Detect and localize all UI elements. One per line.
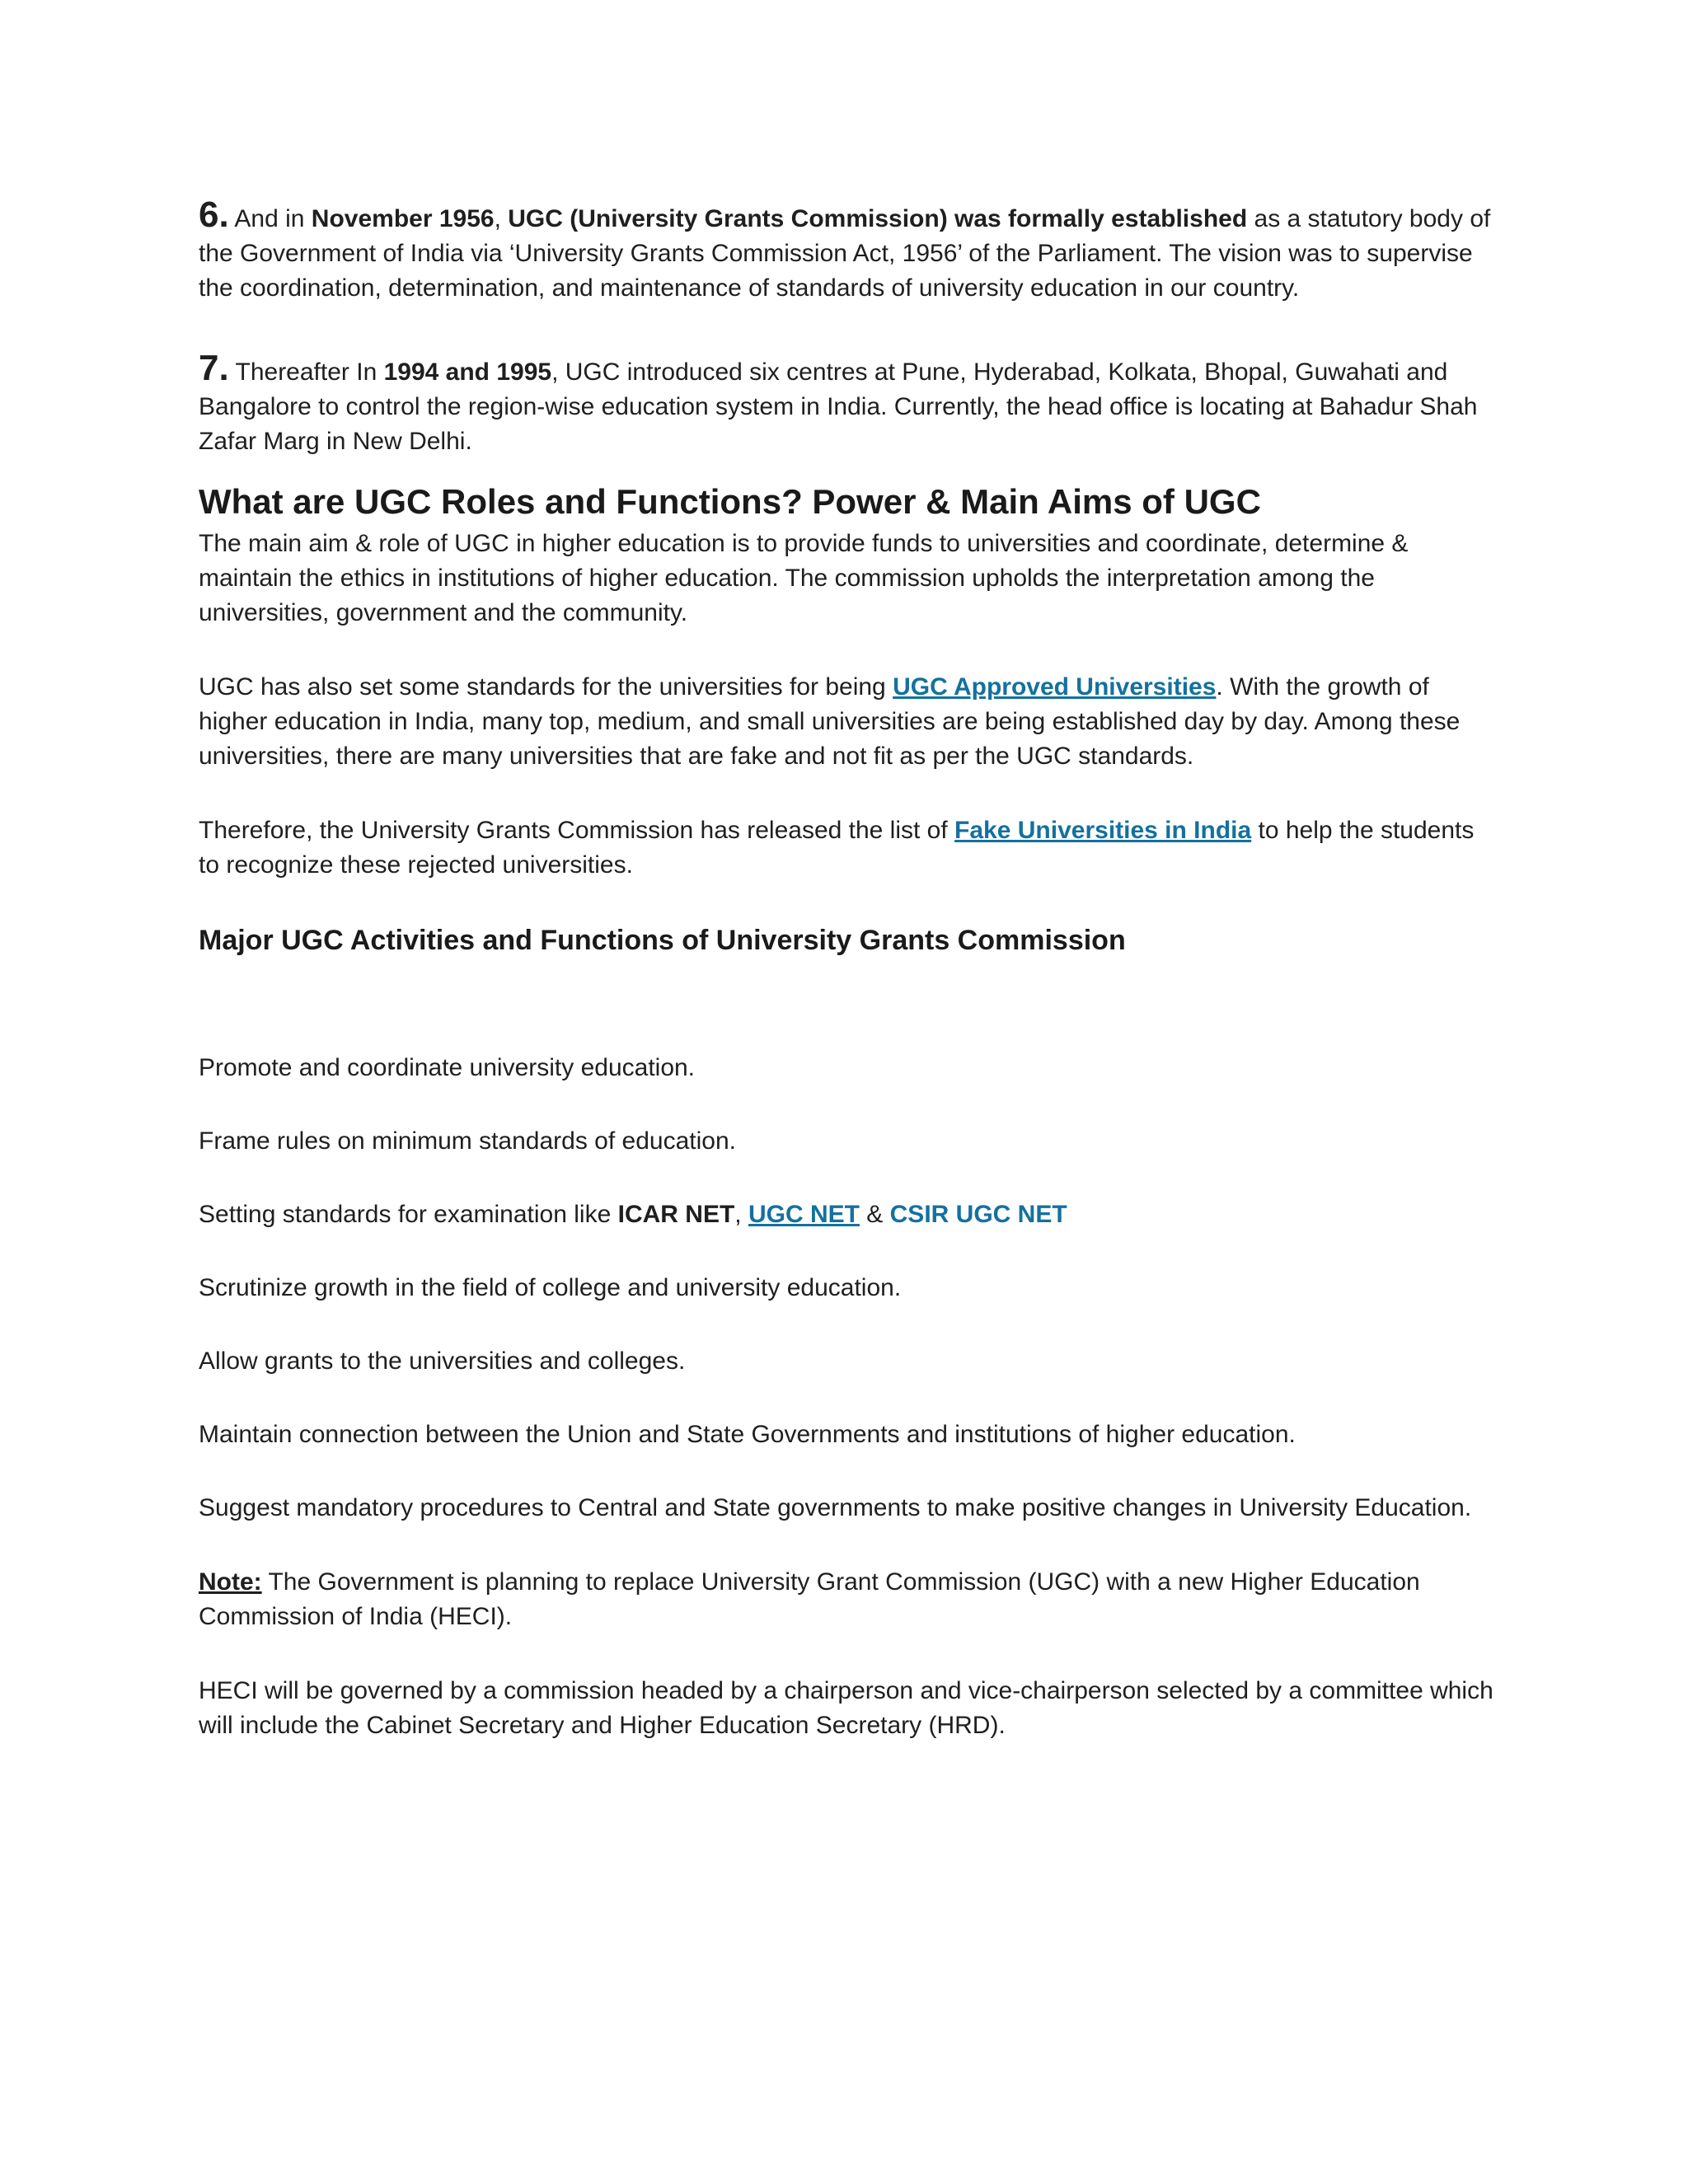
text-run: & [859,1201,890,1228]
bold-years: 1994 and 1995 [383,359,552,386]
text-run: UGC has also set some standards for the universities for being [199,673,893,701]
text-run: Setting standards for examination like [199,1201,618,1228]
ugc-net-link[interactable]: UGC NET [748,1201,860,1228]
text-run: , UGC introduced six centres at Pune, Hyderabad, Kolkata, Bhopal, Guwahati and Bangalore to control the region-wise education system in India. Currently, the head office is locating at Bahadur Shah Zafar Marg in New Delhi. [199,359,1478,455]
bold-exam: ICAR NET [617,1201,735,1228]
section-heading: What are UGC Roles and Functions? Power & Main Aims of UGC [199,482,1261,521]
note-label: Note: [199,1568,262,1596]
bold-date: November 1956 [311,205,495,232]
text-run: as a statutory body of the Government of India via ‘University Grants Commission Act, 1956’ of the Parliament. The vision was to supervise the coordination, determination, and maintenance of standards of university education in our country. [199,205,1491,302]
activity-item: Suggest mandatory procedures to Central and State governments to make positive changes in University Education. [199,1494,1472,1521]
bold-phrase: UGC (University Grants Commission) was formally established [508,205,1248,232]
subsection-heading: Major UGC Activities and Functions of University Grants Commission [199,925,1126,956]
activity-item: Frame rules on minimum standards of education. [199,1127,736,1155]
fake-universities-link[interactable]: Fake Universities in India [954,817,1252,844]
text-run: Thereafter In [228,359,384,386]
text-run: And in [228,205,312,232]
main-aim-paragraph: The main aim & role of UGC in higher education is to provide funds to universities and coordinate, determine & maintain the ethics in institutions of higher education. The commission upholds the interpretation among the universities, government and the community. [199,530,1409,626]
text-run: , [494,205,509,232]
text-run: , [734,1201,748,1228]
point-number: 6. [199,194,229,235]
activity-item: Promote and coordinate university education. [199,1054,696,1081]
heci-paragraph: HECI will be governed by a commission headed by a chairperson and vice-chairperson selected by a committee which will include the Cabinet Secretary and Higher Education Secretary (HRD). [199,1677,1493,1739]
activity-item [199,1197,1501,1232]
point-number: 7. [199,348,229,388]
activity-item: Allow grants to the universities and colleges. [199,1347,686,1375]
text-run: Therefore, the University Grants Commission has released the list of [199,817,955,844]
point-7-paragraph [199,348,1501,459]
document-page [199,194,1501,1743]
ugc-approved-universities-link[interactable]: UGC Approved Universities [893,673,1217,701]
text-run: The Government is planning to replace University Grant Commission (UGC) with a new Higher Education Commission of India (HECI). [199,1568,1420,1630]
note-paragraph [199,1565,1501,1634]
text-run: . With the growth of higher education in India, many top, medium, and small universities are being established day by day. Among these universities, there are many universities that are fake and not fit as per the UGC standards. [199,673,1461,770]
csir-ugc-net-link[interactable]: CSIR UGC NET [889,1201,1067,1228]
fake-universities-paragraph [199,813,1501,883]
standards-paragraph [199,670,1501,774]
activity-item: Maintain connection between the Union and State Governments and institutions of higher education. [199,1421,1296,1448]
text-run: to help the students to recognize these rejected universities. [199,817,1475,879]
point-6-paragraph [199,194,1501,306]
activity-item: Scrutinize growth in the field of college and university education. [199,1274,902,1301]
